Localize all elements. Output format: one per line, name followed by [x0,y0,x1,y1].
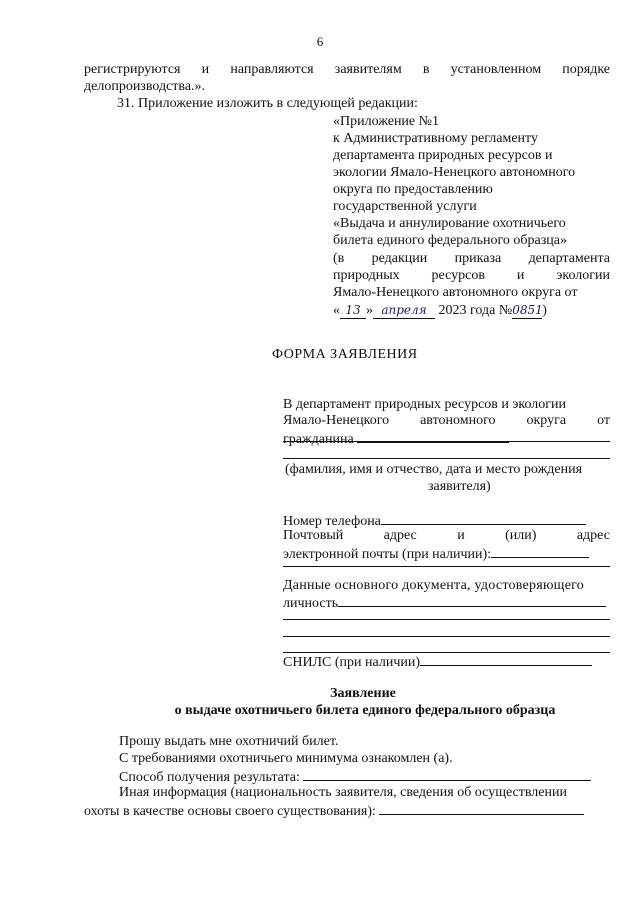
word: Ямало-Ненецкого [283,413,390,428]
word: редакции [371,251,428,266]
other-info-blank[interactable] [379,802,584,815]
word: округа [526,413,567,428]
id-doc-blank[interactable] [338,594,606,607]
appendix-line: к Административному регламенту [333,131,538,146]
word: и [201,62,210,77]
snils-row [283,653,592,671]
email-row [283,545,589,563]
word: (в [333,251,345,266]
statement-p2: С требованиями охотничьего минимума ознакомлен (а). [119,751,453,766]
word: Почтовый [283,528,344,543]
appendix-line: «Выдача и аннулирование охотничьего [333,216,566,231]
quote-close: » [366,303,373,318]
form-title: ФОРМА ЗАЯВЛЕНИЯ [272,347,418,362]
word: экологии [556,268,610,283]
word: от [597,413,610,428]
word: адрес [383,528,417,543]
edition-line-3: Ямало-Ненецкого автономного округа от [333,285,578,300]
fio-caption-1: (фамилия, имя и отчество, дата и место рождения [285,462,583,477]
intro-line-2: делопроизводства.». [84,79,206,94]
appendix-line: экологии Ямало-Ненецкого автономного [333,165,576,180]
other-info-label: охоты в качестве основы своего существования): [84,804,376,819]
snils-blank[interactable] [420,653,592,666]
date-month-handwritten: апреля [373,302,435,319]
edition-line-2 [333,268,610,284]
statement-subtitle: о выдаче охотничьего билета единого федерального образца [174,703,556,718]
addressee-line-1: В департамент природных ресурсов и экологии [283,397,567,412]
date-year-text: 2023 года № [438,303,513,318]
statement-title: Заявление [330,686,396,701]
fill-line[interactable] [283,619,610,620]
result-method-label: Способ получения результата: [119,770,300,785]
addressee-line-2 [283,413,610,429]
email-label: электронной почты (при наличии): [283,547,492,562]
page-number: 6 [316,34,324,49]
appendix-line: билета единого федерального образца» [333,233,567,248]
email-blank[interactable] [491,545,589,558]
fill-line[interactable] [283,636,610,637]
word: автономного [420,413,496,428]
word: регистрируются [84,62,181,77]
id-doc-label: личность [283,596,339,611]
intro-line-1 [84,62,610,78]
edition-line-1 [333,251,610,267]
appendix-line: «Приложение №1 [333,114,439,129]
order-number-handwritten: 0851 [512,303,543,317]
word: ресурсов [431,268,485,283]
fill-line[interactable] [283,458,610,459]
word: установленном [450,62,542,77]
quote-open: « [333,303,340,318]
word: и [457,528,465,543]
word: адрес [576,528,610,543]
phone-blank[interactable] [381,512,586,525]
statement-p4-line-2 [84,802,584,820]
appendix-line: департамента природных ресурсов и [333,148,553,163]
word: порядке [562,62,610,77]
statement-p4-line-1: Иная информация (национальность заявителя, сведения об осуществлении [119,785,567,800]
addressee-line-3 [283,430,509,448]
fio-caption-2: заявителя) [428,479,491,494]
edition-date-line [333,302,547,319]
word: приказа [454,251,502,266]
statement-p1: Прошу выдать мне охотничий билет. [119,734,339,749]
word: (или) [505,528,537,543]
intro-line-3: 31. Приложение изложить в следующей редакции: [117,96,418,111]
word: в [422,62,430,77]
word: департамента [528,251,610,266]
phone-label: Номер телефона [283,514,381,529]
appendix-line: государственной услуги [333,199,477,214]
date-day-handwritten: 13 [340,302,366,319]
citizen-label: гражданина [283,432,354,447]
id-doc-line-1: Данные основного документа, удостоверяющего [283,578,585,593]
statement-p3-row [119,768,591,786]
id-doc-line-2 [283,594,606,612]
appendix-line: округа по предоставлению [333,182,493,197]
postal-row [283,528,610,544]
word: заявителям [334,62,402,77]
word: природных [333,268,400,283]
word: и [516,268,525,283]
result-method-blank[interactable] [303,768,591,781]
fill-line[interactable] [283,566,610,567]
paren-close: ) [542,303,547,318]
snils-label: СНИЛС (при наличии) [283,655,421,670]
word: направляются [230,62,314,77]
fill-line[interactable] [283,441,610,442]
